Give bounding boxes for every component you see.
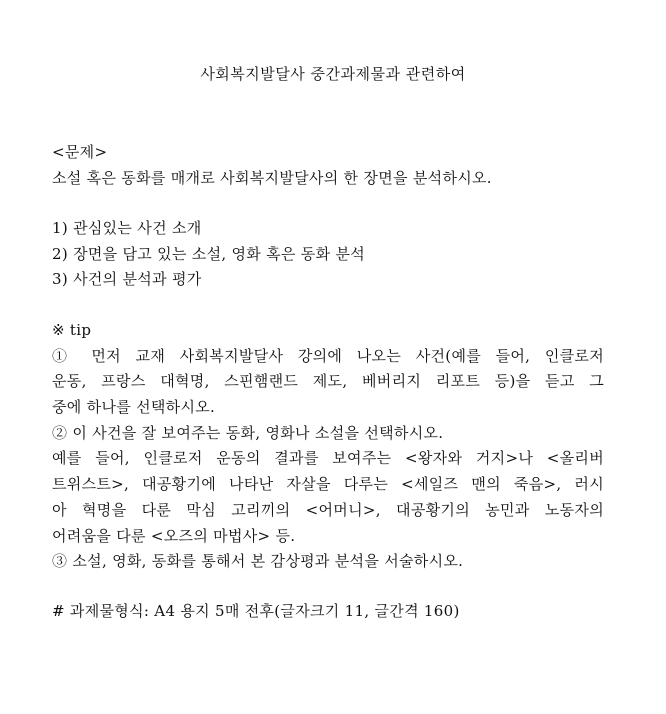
tip-line: 아 혁명을 다룬 막심 고리끼의 <어머니>, 대공황기의 농민과 노동자의	[52, 500, 604, 519]
tip-line: 중에 하나를 선택하시오.	[52, 398, 216, 417]
question-item-2: 2) 장면을 담고 있는 소설, 영화 혹은 동화 분석	[52, 244, 366, 263]
tip-line: 어려움을 다룬 <오즈의 마법사> 등.	[52, 526, 296, 545]
question-list	[52, 216, 604, 293]
problem-statement: 소설 혹은 동화를 매개로 사회복지발달사의 한 장면을 분석하시오.	[52, 168, 492, 187]
document-title: 사회복지발달사 중간과제물과 관련하여	[200, 65, 466, 83]
problem-section	[52, 140, 604, 191]
format-note: # 과제물형식: A4 용지 5매 전후(글자크기 11, 글간격 160)	[52, 602, 460, 620]
problem-label: <문제>	[52, 143, 108, 161]
tip-line: ① 먼저 교재 사회복지발달사 강의에 나오는 사건(예를 들어, 인클로저	[52, 346, 604, 365]
tip-section	[52, 318, 604, 575]
question-item-3: 3) 사건의 분석과 평가	[52, 270, 202, 289]
tip-line: ③ 소설, 영화, 동화를 통해서 본 감상평과 분석을 서술하시오.	[52, 552, 464, 571]
tip-line: 운동, 프랑스 대혁명, 스핀햄랜드 제도, 베버리지 리포트 등)을 듣고 그	[52, 372, 604, 391]
tip-line: 트위스트>, 대공황기에 나타난 자살을 다루는 <세일즈 맨의 죽음>, 러시	[52, 475, 604, 494]
format-section	[52, 599, 604, 625]
tip-label: ※ tip	[52, 321, 92, 339]
question-item-1: 1) 관심있는 사건 소개	[52, 219, 202, 237]
tip-line: 예를 들어, 인클로저 운동의 결과를 보여주는 <왕자와 거지>나 <올리버	[52, 449, 604, 468]
tip-line: ② 이 사건을 잘 보여주는 동화, 영화나 소설을 선택하시오.	[52, 423, 444, 442]
